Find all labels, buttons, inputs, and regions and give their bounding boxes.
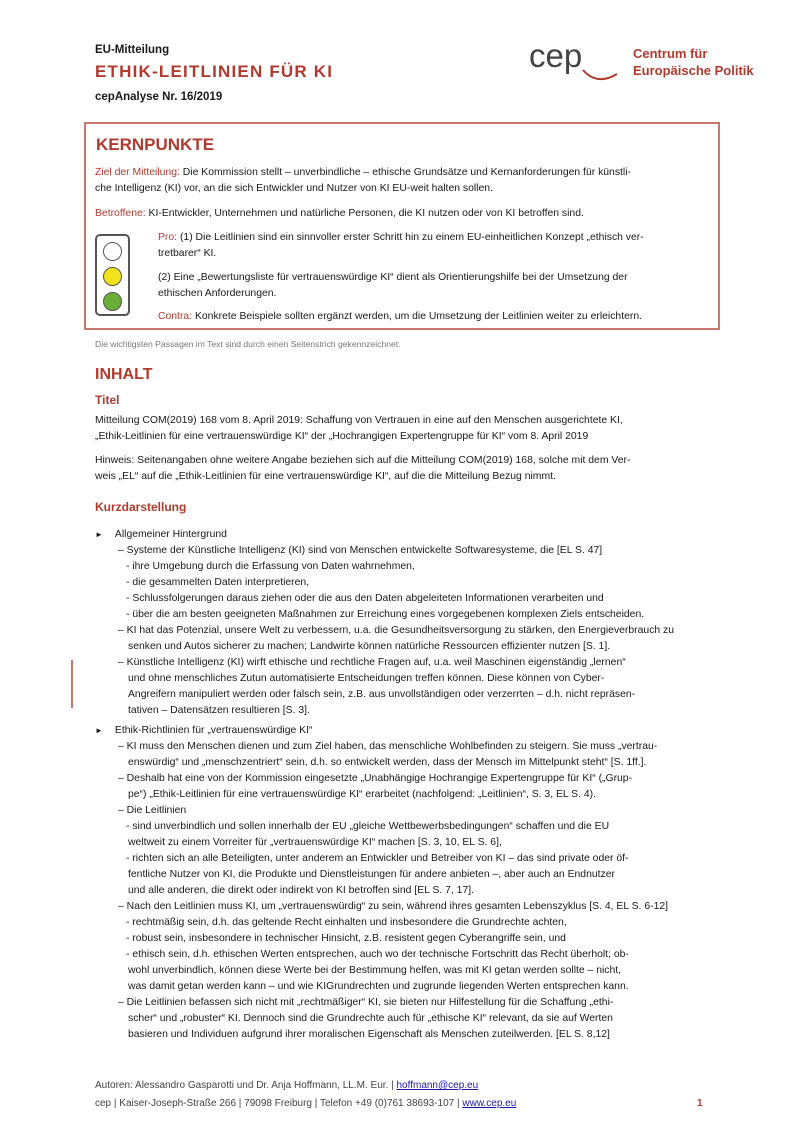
list-line: wohl unverbindlich, können diese Werte bei der Bestimmung helfen, was mit KI getan werden sollte – nicht, bbox=[128, 965, 622, 976]
hinweis-text bbox=[95, 453, 630, 485]
kurzdarstellung-heading: Kurzdarstellung bbox=[95, 500, 187, 514]
list-line: pe“) „Ethik-Leitlinien für eine vertrauenswürdige KI“ erarbeitet (nachfolgend: „Leitlinien“, S. 3, EL S. 4). bbox=[128, 789, 597, 800]
section1-heading-row bbox=[95, 527, 227, 543]
ziel-paragraph bbox=[95, 165, 710, 197]
pro1-text-2: tretbarer“ KI. bbox=[158, 248, 217, 259]
list-line: – Die Leitlinien bbox=[118, 805, 187, 816]
list-line: - richten sich an alle Beteiligten, unter anderem an Entwickler und Betreiber von KI – das sind private oder öf- bbox=[126, 853, 629, 864]
hinweis-line-2: weis „EL“ auf die „Ethik-Leitlinien für eine vertrauenswürdige KI“, auf die die Mitteilung Bezug nimmt. bbox=[95, 471, 556, 482]
list-line: - rechtmäßig sein, d.h. das geltende Recht einhalten und insbesondere die Grundrechte achten, bbox=[126, 917, 567, 928]
pro2-text-2: ethischen Anforderungen. bbox=[158, 288, 277, 299]
hinweis-line-1: Hinweis: Seitenangaben ohne weitere Angabe beziehen sich auf die Mitteilung COM(2019) 168, solche mit dem Ver- bbox=[95, 455, 631, 466]
ziel-text-1: Die Kommission stellt – unverbindliche – ethische Grundsätze und Kernanforderungen für künstli- bbox=[179, 167, 631, 178]
titel-text bbox=[95, 413, 623, 445]
section1-bullet-icon: ► bbox=[95, 530, 103, 539]
logo-text: cep bbox=[529, 37, 583, 74]
kernpunkte-title: KERNPUNKTE bbox=[96, 135, 215, 154]
list-line: senken und Autos sicherer zu machen; Landwirte können natürliche Ressourcen effizienter nutzen [S. 1]. bbox=[128, 641, 611, 652]
pro-paragraph-2 bbox=[158, 270, 628, 302]
org-name bbox=[633, 45, 754, 79]
passage-note: Die wichtigsten Passagen im Text sind durch einen Seitenstrich gekennzeichnet. bbox=[95, 339, 401, 349]
important-passage-marker bbox=[71, 660, 73, 708]
list-line: - ethisch sein, d.h. ethischen Werten entsprechen, auch wo der technische Fortschritt das Recht überholt; ob- bbox=[126, 949, 629, 960]
list-line: - die gesammelten Daten interpretieren, bbox=[126, 577, 310, 588]
org-name-line1: Centrum für bbox=[633, 46, 708, 61]
betroffene-paragraph bbox=[95, 206, 584, 222]
list-line: weltweit zu einem Vorreiter für „vertrauenswürdige KI“ machen [S. 3, 10, EL S. 6], bbox=[128, 837, 502, 848]
contra-text: Konkrete Beispiele sollten ergänzt werden, um die Umsetzung der Leitlinien weiter zu erleichtern. bbox=[192, 311, 642, 322]
address-text: cep | Kaiser-Joseph-Straße 266 | 79098 Freiburg | Telefon +49 (0)761 38693-107 | bbox=[95, 1098, 463, 1109]
pro1-text-1: (1) Die Leitlinien sind ein sinnvoller erster Schritt hin zu einem EU-einheitlichen Konzept „ethisch ver- bbox=[177, 232, 644, 243]
org-name-line2: Europäische Politik bbox=[633, 63, 754, 78]
section1-list bbox=[118, 543, 674, 719]
section2-heading-row bbox=[95, 723, 312, 739]
footer-address bbox=[95, 1098, 516, 1109]
document-kind: EU-Mitteilung bbox=[95, 44, 170, 56]
list-line: und ohne menschliches Zutun automatisierte Entscheidungen treffen können. Diese können von Cyber- bbox=[128, 673, 605, 684]
section2-heading: Ethik-Richtlinien für „vertrauenswürdige KI“ bbox=[114, 725, 313, 736]
traffic-light-icon bbox=[95, 234, 130, 316]
list-line: - Schlussfolgerungen daraus ziehen oder die aus den Daten abgeleiteten Informationen verarbeiten und bbox=[126, 593, 604, 604]
titel-line-1: Mitteilung COM(2019) 168 vom 8. April 2019: Schaffung von Vertrauen in eine auf den Menschen ausgerichtete KI, bbox=[95, 415, 623, 426]
authors-text: Autoren: Alessandro Gasparotti und Dr. Anja Hoffmann, LL.M. Eur. | bbox=[95, 1080, 397, 1091]
contra-label: Contra: bbox=[158, 311, 193, 322]
list-line: - robust sein, insbesondere in technischer Hinsicht, z.B. resistent gegen Cyberangriffe sein, und bbox=[126, 933, 566, 944]
betroffene-label: Betroffene: bbox=[95, 208, 146, 219]
inhalt-title: INHALT bbox=[95, 366, 153, 383]
list-line: – Deshalb hat eine von der Kommission eingesetzte „Unabhängige Hochrangige Expertengruppe für KI“ („Grup- bbox=[118, 773, 633, 784]
analysis-number: cepAnalyse Nr. 16/2019 bbox=[95, 91, 223, 103]
ziel-text-2: che Intelligenz (KI) vor, an die sich Entwickler und Nutzer von KI EU-weit halten sollen. bbox=[95, 183, 493, 194]
traffic-light-green bbox=[103, 292, 122, 311]
page-number: 1 bbox=[697, 1098, 703, 1109]
list-line: – Systeme der Künstliche Intelligenz (KI) sind von Menschen entwickelte Softwaresysteme, die [EL S. 47] bbox=[118, 545, 603, 556]
traffic-light-white bbox=[103, 242, 122, 261]
traffic-light-yellow bbox=[103, 267, 122, 286]
list-line: – Die Leitlinien befassen sich nicht mit „rechtmäßiger“ KI, sie bieten nur Hilfestellung für die Schaffung „ethi- bbox=[118, 997, 614, 1008]
email-link[interactable]: hoffmann@cep.eu bbox=[396, 1080, 479, 1091]
pro-paragraph-1 bbox=[158, 230, 644, 262]
document-title: ETHIK-LEITLINIEN FÜR KI bbox=[95, 62, 334, 81]
list-line: fentliche Nutzer von KI, die Produkte und Dienstleistungen für andere anbieten –, aber auch an Endnutzer bbox=[128, 869, 615, 880]
list-line: – KI muss den Menschen dienen und zum Ziel haben, das menschliche Wohlbefinden zu steigern. Sie muss „vertrau- bbox=[118, 741, 658, 752]
betroffene-text: KI-Entwickler, Unternehmen und natürliche Personen, die KI nutzen oder von KI betroffen sind. bbox=[145, 208, 584, 219]
list-line: – Künstliche Intelligenz (KI) wirft ethische und rechtliche Fragen auf, u.a. weil Maschinen eigenständig „lernen“ bbox=[118, 657, 626, 668]
footer-authors bbox=[95, 1080, 478, 1091]
list-line: - über die am besten geeigneten Maßnahmen zur Erreichung eines vorgegebenen komplexen Ziels entscheiden. bbox=[126, 609, 645, 620]
list-line: – Nach den Leitlinien muss KI, um „vertrauenswürdig“ zu sein, während ihres gesamten Lebenszyklus [S. 4, EL S. 6-12] bbox=[118, 901, 669, 912]
list-line: – KI hat das Potenzial, unsere Welt zu verbessern, u.a. die Gesundheitsversorgung zu stärken, den Energieverbrauch zu bbox=[118, 625, 675, 636]
section2-bullet-icon: ► bbox=[95, 726, 103, 735]
section2-list bbox=[118, 739, 668, 1043]
list-line: enswürdig“ und „menschzentriert“ sein, d.h. so entwickelt werden, dass der Mensch im Mittelpunkt steht“ [S. 1ff.]. bbox=[128, 757, 647, 768]
titel-heading: Titel bbox=[95, 393, 120, 407]
pro2-text-1: (2) Eine „Bewertungsliste für vertrauenswürdige KI“ dient als Orientierungshilfe bei der Umsetzung der bbox=[158, 272, 628, 283]
section1-heading: Allgemeiner Hintergrund bbox=[114, 529, 227, 540]
list-line: basieren und Individuen aufgrund ihrer moralischen Eigenschaft als Menschen zuteilwerden. [EL S. 8,12] bbox=[128, 1029, 610, 1040]
ziel-label: Ziel der Mitteilung: bbox=[95, 167, 180, 178]
list-line: - sind unverbindlich und sollen innerhalb der EU „gleiche Wettbewerbsbedingungen“ schaffen und die EU bbox=[126, 821, 610, 832]
contra-paragraph bbox=[158, 309, 642, 325]
pro-label: Pro: bbox=[158, 232, 178, 243]
website-link[interactable]: www.cep.eu bbox=[462, 1098, 517, 1109]
list-line: - ihre Umgebung durch die Erfassung von Daten wahrnehmen, bbox=[126, 561, 415, 572]
titel-line-2: „Ethik-Leitlinien für eine vertrauenswürdige KI“ der „Hochrangigen Expertengruppe für KI“ vom 8. April 2019 bbox=[95, 431, 589, 442]
list-line: was damit getan werden kann – und wie KIGrundrechten und zugrunde liegenden Werten entsprechen kann. bbox=[128, 981, 629, 992]
list-line: Angreifern manipuliert werden oder falsch sein, z.B. aus unvollständigen oder verzerrten – d.h. nicht repräsen- bbox=[128, 689, 636, 700]
list-line: und alle anderen, die direkt oder indirekt von KI betroffen sind [EL S. 7, 17]. bbox=[128, 885, 474, 896]
list-line: tativen – Datensätzen resultieren [S. 3]. bbox=[128, 705, 310, 716]
list-line: scher“ und „robuster“ KI. Dennoch sind die Grundrechte auch für „ethische KI“ relevant, da sie auf Werten bbox=[128, 1013, 613, 1024]
